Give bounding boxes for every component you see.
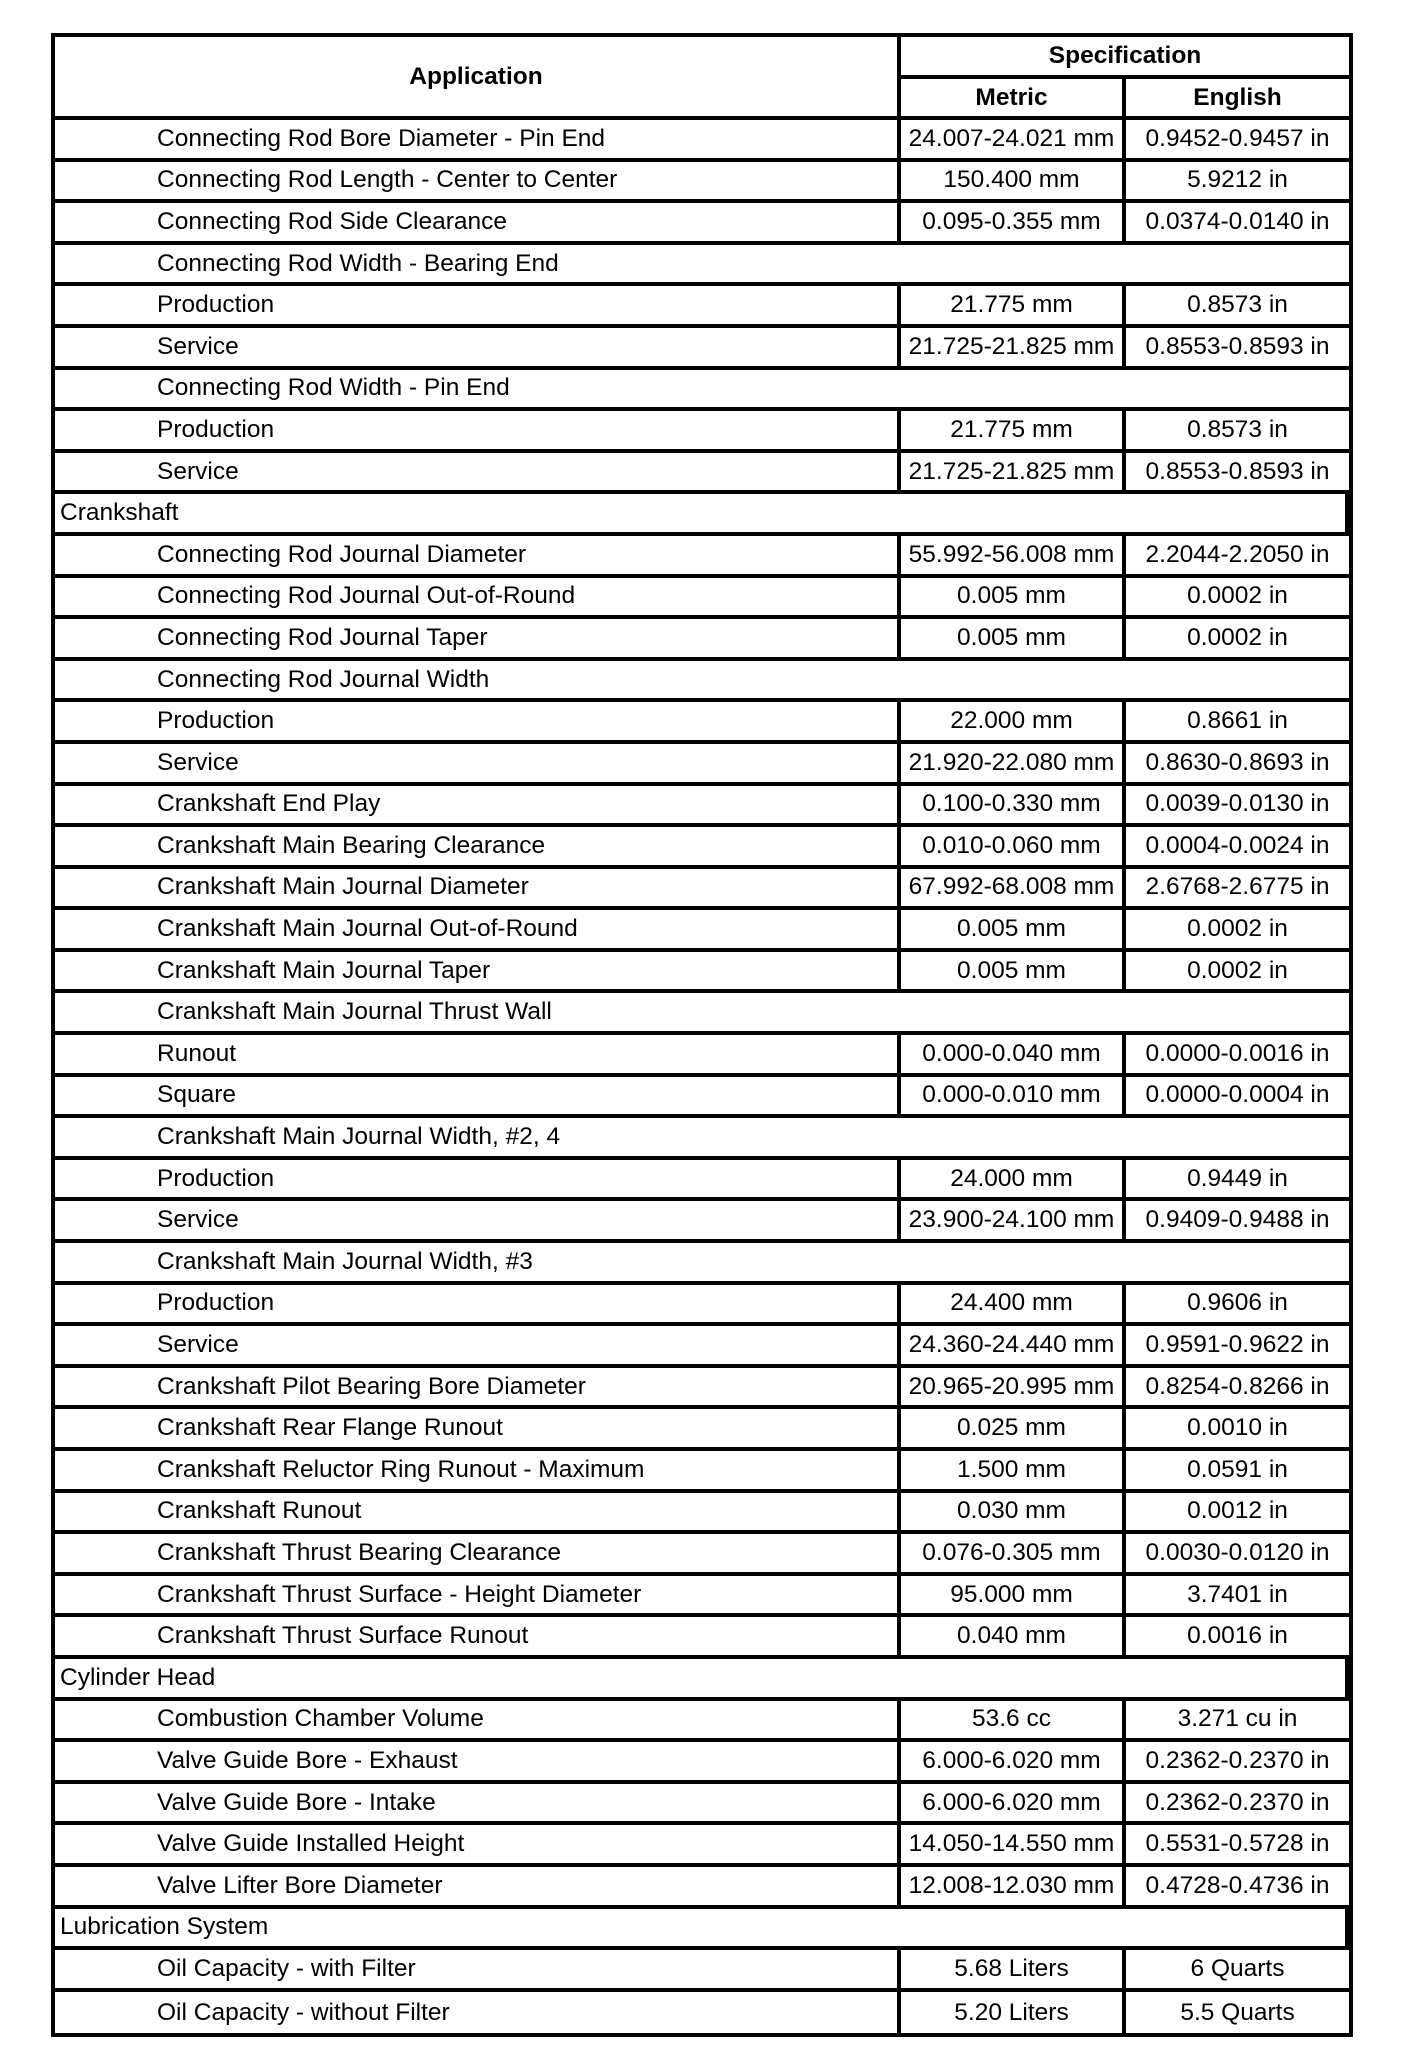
metric-value-cell: 12.008-12.030 mm — [901, 1867, 1126, 1909]
table-row — [55, 786, 1349, 828]
english-value-cell: 0.8553-0.8593 in — [1126, 453, 1349, 495]
english-value-cell: 2.6768-2.6775 in — [1126, 869, 1349, 911]
application-cell: Valve Guide Installed Height — [55, 1825, 901, 1867]
application-column-header: Application — [55, 37, 901, 120]
english-value-cell: 0.2362-0.2370 in — [1126, 1784, 1349, 1826]
english-value-cell: 3.7401 in — [1126, 1576, 1349, 1618]
table-row — [55, 1285, 1349, 1327]
metric-value-cell: 55.992-56.008 mm — [901, 536, 1126, 578]
english-value-cell: 6 Quarts — [1126, 1950, 1349, 1992]
english-value-cell: 0.8254-0.8266 in — [1126, 1368, 1349, 1410]
application-cell: Production — [55, 411, 901, 453]
subheading-row — [55, 661, 1349, 703]
application-cell: Production — [55, 286, 901, 328]
table-row — [55, 952, 1349, 994]
application-cell: Service — [55, 744, 901, 786]
application-cell: Crankshaft Runout — [55, 1493, 901, 1535]
group-heading: Connecting Rod Width - Pin End — [55, 370, 1349, 412]
english-value-cell: 3.271 cu in — [1126, 1701, 1349, 1743]
metric-value-cell: 5.20 Liters — [901, 1992, 1126, 2034]
metric-value-cell: 21.725-21.825 mm — [901, 328, 1126, 370]
table-row — [55, 1992, 1349, 2034]
application-cell: Crankshaft Pilot Bearing Bore Diameter — [55, 1368, 901, 1410]
application-cell: Valve Lifter Bore Diameter — [55, 1867, 901, 1909]
subheading-row — [55, 245, 1349, 287]
table-row — [55, 1368, 1349, 1410]
english-value-cell: 0.0004-0.0024 in — [1126, 827, 1349, 869]
english-value-cell: 0.8573 in — [1126, 411, 1349, 453]
specification-table — [51, 33, 1353, 2037]
table-row — [55, 1201, 1349, 1243]
subheading-row — [55, 1243, 1349, 1285]
table-row — [55, 328, 1349, 370]
metric-value-cell: 0.010-0.060 mm — [901, 827, 1126, 869]
application-cell: Crankshaft Main Journal Diameter — [55, 869, 901, 911]
english-value-cell: 0.0591 in — [1126, 1451, 1349, 1493]
table-row — [55, 619, 1349, 661]
header-row-top — [55, 37, 1349, 79]
metric-value-cell: 0.005 mm — [901, 910, 1126, 952]
english-value-cell: 0.0000-0.0004 in — [1126, 1077, 1349, 1119]
english-value-cell: 5.9212 in — [1126, 162, 1349, 204]
specification-column-header: Specification — [901, 37, 1349, 79]
english-value-cell: 0.0002 in — [1126, 619, 1349, 661]
metric-value-cell: 0.005 mm — [901, 619, 1126, 661]
metric-value-cell: 21.775 mm — [901, 286, 1126, 328]
metric-value-cell: 67.992-68.008 mm — [901, 869, 1126, 911]
english-value-cell: 0.0030-0.0120 in — [1126, 1534, 1349, 1576]
application-cell: Connecting Rod Bore Diameter - Pin End — [55, 120, 901, 162]
application-cell: Service — [55, 1326, 901, 1368]
application-cell: Crankshaft Main Bearing Clearance — [55, 827, 901, 869]
metric-value-cell: 0.025 mm — [901, 1409, 1126, 1451]
english-value-cell: 0.0002 in — [1126, 910, 1349, 952]
table-row — [55, 1701, 1349, 1743]
application-cell: Production — [55, 1160, 901, 1202]
application-cell: Service — [55, 328, 901, 370]
english-value-cell: 0.8630-0.8693 in — [1126, 744, 1349, 786]
english-value-cell: 0.8661 in — [1126, 702, 1349, 744]
english-value-cell: 0.9606 in — [1126, 1285, 1349, 1327]
metric-value-cell: 22.000 mm — [901, 702, 1126, 744]
metric-value-cell: 6.000-6.020 mm — [901, 1742, 1126, 1784]
group-heading: Crankshaft Main Journal Width, #3 — [55, 1243, 1349, 1285]
metric-value-cell: 24.007-24.021 mm — [901, 120, 1126, 162]
table-row — [55, 1576, 1349, 1618]
table-row — [55, 1326, 1349, 1368]
metric-value-cell: 0.040 mm — [901, 1617, 1126, 1659]
metric-value-cell: 95.000 mm — [901, 1576, 1126, 1618]
group-heading: Connecting Rod Journal Width — [55, 661, 1349, 703]
table-row — [55, 827, 1349, 869]
metric-value-cell: 24.400 mm — [901, 1285, 1126, 1327]
application-cell: Service — [55, 453, 901, 495]
table-row — [55, 162, 1349, 204]
table-row — [55, 869, 1349, 911]
metric-value-cell: 0.000-0.040 mm — [901, 1035, 1126, 1077]
application-cell: Connecting Rod Journal Out-of-Round — [55, 578, 901, 620]
metric-value-cell: 14.050-14.550 mm — [901, 1825, 1126, 1867]
metric-value-cell: 21.775 mm — [901, 411, 1126, 453]
metric-value-cell: 0.100-0.330 mm — [901, 786, 1126, 828]
application-cell: Crankshaft Thrust Bearing Clearance — [55, 1534, 901, 1576]
application-cell: Connecting Rod Journal Diameter — [55, 536, 901, 578]
section-heading: Crankshaft — [55, 494, 1349, 536]
application-cell: Production — [55, 702, 901, 744]
metric-value-cell: 24.360-24.440 mm — [901, 1326, 1126, 1368]
english-value-cell: 0.0002 in — [1126, 952, 1349, 994]
metric-value-cell: 150.400 mm — [901, 162, 1126, 204]
table-row — [55, 1617, 1349, 1659]
application-cell: Crankshaft End Play — [55, 786, 901, 828]
english-value-cell: 0.0012 in — [1126, 1493, 1349, 1535]
metric-value-cell: 21.920-22.080 mm — [901, 744, 1126, 786]
table-row — [55, 1867, 1349, 1909]
metric-value-cell: 0.076-0.305 mm — [901, 1534, 1126, 1576]
table-row — [55, 1742, 1349, 1784]
metric-value-cell: 0.005 mm — [901, 578, 1126, 620]
table-row — [55, 453, 1349, 495]
table-row — [55, 702, 1349, 744]
english-value-cell: 0.0374-0.0140 in — [1126, 203, 1349, 245]
english-value-cell: 0.4728-0.4736 in — [1126, 1867, 1349, 1909]
table-row — [55, 1077, 1349, 1119]
application-cell: Valve Guide Bore - Intake — [55, 1784, 901, 1826]
application-cell: Crankshaft Thrust Surface - Height Diameter — [55, 1576, 901, 1618]
table-body — [55, 120, 1349, 2033]
application-cell: Oil Capacity - with Filter — [55, 1950, 901, 1992]
subheading-row — [55, 1118, 1349, 1160]
subheading-row — [55, 993, 1349, 1035]
application-cell: Service — [55, 1201, 901, 1243]
english-value-cell: 0.9449 in — [1126, 1160, 1349, 1202]
table-row — [55, 1825, 1349, 1867]
application-cell: Connecting Rod Length - Center to Center — [55, 162, 901, 204]
english-column-header: English — [1126, 79, 1349, 120]
section-row — [55, 1659, 1349, 1701]
english-value-cell: 0.0039-0.0130 in — [1126, 786, 1349, 828]
metric-column-header: Metric — [901, 79, 1126, 120]
application-cell: Runout — [55, 1035, 901, 1077]
table-row — [55, 411, 1349, 453]
application-cell: Valve Guide Bore - Exhaust — [55, 1742, 901, 1784]
application-cell: Crankshaft Main Journal Out-of-Round — [55, 910, 901, 952]
table-row — [55, 1534, 1349, 1576]
metric-value-cell: 1.500 mm — [901, 1451, 1126, 1493]
application-cell: Crankshaft Reluctor Ring Runout - Maximum — [55, 1451, 901, 1493]
metric-value-cell: 23.900-24.100 mm — [901, 1201, 1126, 1243]
section-heading: Lubrication System — [55, 1909, 1349, 1951]
table-row — [55, 744, 1349, 786]
metric-value-cell: 24.000 mm — [901, 1160, 1126, 1202]
table-row — [55, 1493, 1349, 1535]
application-cell: Crankshaft Thrust Surface Runout — [55, 1617, 901, 1659]
english-value-cell: 0.2362-0.2370 in — [1126, 1742, 1349, 1784]
metric-value-cell: 20.965-20.995 mm — [901, 1368, 1126, 1410]
metric-value-cell: 21.725-21.825 mm — [901, 453, 1126, 495]
english-value-cell: 0.8553-0.8593 in — [1126, 328, 1349, 370]
application-cell: Combustion Chamber Volume — [55, 1701, 901, 1743]
metric-value-cell: 0.095-0.355 mm — [901, 203, 1126, 245]
section-row — [55, 1909, 1349, 1951]
metric-value-cell: 0.005 mm — [901, 952, 1126, 994]
english-value-cell: 0.9409-0.9488 in — [1126, 1201, 1349, 1243]
english-value-cell: 0.0010 in — [1126, 1409, 1349, 1451]
english-value-cell: 0.5531-0.5728 in — [1126, 1825, 1349, 1867]
application-cell: Crankshaft Main Journal Taper — [55, 952, 901, 994]
group-heading: Crankshaft Main Journal Width, #2, 4 — [55, 1118, 1349, 1160]
application-cell: Square — [55, 1077, 901, 1119]
english-value-cell: 5.5 Quarts — [1180, 1998, 1295, 2026]
group-heading: Connecting Rod Width - Bearing End — [55, 245, 1349, 287]
english-value-cell: 0.0000-0.0016 in — [1126, 1035, 1349, 1077]
table-row — [55, 203, 1349, 245]
application-cell: Production — [55, 1285, 901, 1327]
group-heading: Crankshaft Main Journal Thrust Wall — [55, 993, 1349, 1035]
application-cell: Oil Capacity - without Filter — [55, 1992, 901, 2034]
table-row — [55, 1784, 1349, 1826]
table-row — [55, 578, 1349, 620]
table-row — [55, 286, 1349, 328]
application-cell: Connecting Rod Side Clearance — [55, 203, 901, 245]
section-heading: Cylinder Head — [55, 1659, 1349, 1701]
english-value-cell: 0.9591-0.9622 in — [1126, 1326, 1349, 1368]
metric-value-cell: 6.000-6.020 mm — [901, 1784, 1126, 1826]
metric-value-cell: 0.030 mm — [901, 1493, 1126, 1535]
subheading-row — [55, 370, 1349, 412]
table-row — [55, 1409, 1349, 1451]
section-row — [55, 494, 1349, 536]
application-cell: Crankshaft Rear Flange Runout — [55, 1409, 901, 1451]
table-row — [55, 1035, 1349, 1077]
metric-value-cell: 0.000-0.010 mm — [901, 1077, 1126, 1119]
table-row — [55, 536, 1349, 578]
table-row — [55, 1950, 1349, 1992]
english-value-cell: 0.0016 in — [1126, 1617, 1349, 1659]
english-value-cell: 2.2044-2.2050 in — [1126, 536, 1349, 578]
table-row — [55, 1160, 1349, 1202]
english-value-cell: 0.9452-0.9457 in — [1126, 120, 1349, 162]
english-value-cell: 0.8573 in — [1126, 286, 1349, 328]
metric-value-cell: 53.6 cc — [901, 1701, 1126, 1743]
english-value-cell: 0.0002 in — [1126, 578, 1349, 620]
table-row — [55, 1451, 1349, 1493]
table-row — [55, 120, 1349, 162]
application-cell: Connecting Rod Journal Taper — [55, 619, 901, 661]
metric-value-cell: 5.68 Liters — [901, 1950, 1126, 1992]
table-row — [55, 910, 1349, 952]
